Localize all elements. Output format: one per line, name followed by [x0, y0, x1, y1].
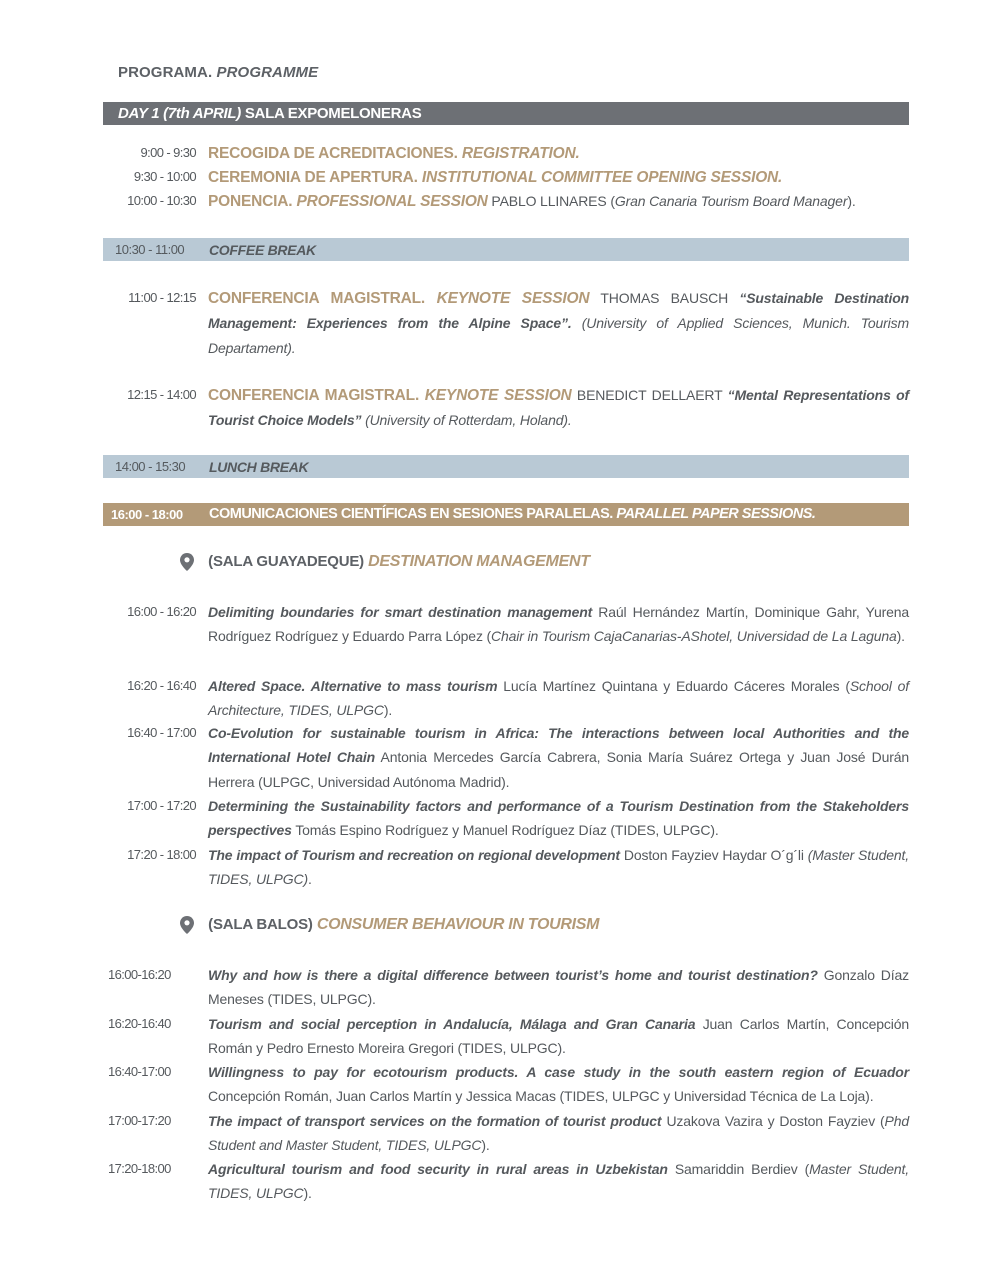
row-time: 17:20-18:00	[108, 1161, 171, 1176]
speaker-affiliation: (University of Rotterdam, Holand).	[365, 412, 572, 429]
row-time: 17:20 - 18:00	[127, 847, 196, 862]
session-type: CEREMONIA DE APERTURA. INSTITUTIONAL COMMITTEE OPENING SESSION.	[208, 169, 783, 186]
row-time: 12:15 - 14:00	[127, 387, 196, 402]
row-time: 16:40 - 17:00	[127, 725, 196, 740]
talk-title: Willingness to pay for ecotourism products. A case study in the south eastern region of Ecuador	[208, 1064, 909, 1080]
talk-title: Determining the Sustainability factors and performance of a Tourism Destination from the Stakeholders perspectives	[208, 798, 909, 839]
parallel-time: 16:00 - 18:00	[111, 507, 183, 522]
location-pin-icon	[180, 553, 194, 571]
room-label: (SALA GUAYADEQUE)	[208, 553, 364, 570]
speaker-name: BENEDICT DELLAERT	[576, 387, 723, 403]
session-header-balos	[180, 916, 599, 934]
session-type: CONFERENCIA MAGISTRAL. KEYNOTE SESSION	[208, 290, 590, 307]
lunch-break-bar	[103, 455, 909, 478]
talk-title: Why and how is there a digital difference between tourist’s home and tourist destination?	[208, 967, 818, 983]
session-header-guayadeque	[180, 553, 590, 571]
talk-authors: Lucía Martínez Quintana y Eduardo Cáceres Morales (	[503, 678, 850, 694]
talk-title: Tourism and social perception in Andalucía, Málaga and Gran Canaria	[208, 1016, 696, 1032]
talk-authors: Concepción Román, Juan Carlos Martín y Jessica Macas (TIDES, ULPGC y Universidad Técnica de La Loja).	[208, 1088, 874, 1105]
talk-title: The impact of transport services on the formation of tourist product	[208, 1113, 662, 1129]
coffee-break-bar	[103, 238, 909, 261]
speaker-name: PABLO LLINARES	[491, 193, 607, 209]
talk-title: “Sustainable Destination Management: Experiences from the Alpine Space”.	[208, 290, 909, 332]
talk-authors: Tomás Espino Rodríguez y Manuel Rodríguez Díaz (TIDES, ULPGC).	[295, 822, 719, 839]
row-time: 16:00-16:20	[108, 967, 171, 982]
talk-title: Co-Evolution for sustainable tourism in Africa: The interactions between local Authorities and the International Hotel Chain	[208, 725, 909, 766]
break-time: 14:00 - 15:30	[115, 459, 186, 474]
break-label: LUNCH BREAK	[209, 459, 309, 475]
talk-affiliation: Master Student, TIDES, ULPGC	[208, 1161, 909, 1202]
row-time: 16:00 - 16:20	[127, 604, 196, 619]
row-time: 16:20 - 16:40	[127, 678, 196, 693]
talk-title: The impact of Tourism and recreation on regional development	[208, 847, 620, 863]
parallel-label: COMUNICACIONES CIENTÍFICAS EN SESIONES PARALELAS.	[209, 506, 613, 522]
heading-main: PROGRAMA.	[118, 64, 213, 81]
talk-authors: Juan Carlos Martín, Concepción Román y Pedro Ernesto Moreira Gregori (TIDES, ULPGC).	[208, 1016, 909, 1057]
session-type: CONFERENCIA MAGISTRAL. KEYNOTE SESSION	[208, 387, 572, 404]
row-time: 16:20-16:40	[108, 1016, 171, 1031]
talk-title: Delimiting boundaries for smart destination management	[208, 604, 593, 620]
talk-authors: Doston Fayziev Haydar O´g´li	[623, 847, 808, 863]
day-label: DAY 1 (7th APRIL)	[118, 105, 241, 122]
talk-affiliation: (Master Student, TIDES, ULPGC)	[208, 847, 909, 888]
location-pin-icon	[180, 916, 194, 934]
room-label: (SALA BALOS)	[208, 916, 313, 933]
talk-title: “Mental Representations of Tourist Choice Models”	[208, 387, 909, 429]
row-time: 16:40-17:00	[108, 1064, 171, 1079]
row-time: 17:00-17:20	[108, 1113, 171, 1128]
speaker-affiliation: (University of Applied Sciences, Munich. Tourism Departament).	[208, 315, 909, 356]
row-time: 11:00 - 12:15	[128, 290, 196, 305]
talk-authors: Raúl Hernández Martín, Dominique Gahr, Yurena Rodríguez Rodríguez y Eduardo Parra López (	[208, 604, 909, 645]
room-label: SALA EXPOMELONERAS	[244, 105, 422, 122]
talk-title: Altered Space. Alternative to mass tourism	[208, 678, 498, 694]
page-title	[118, 64, 318, 81]
row-time: 9:30 - 10:00	[133, 169, 196, 184]
row-time: 9:00 - 9:30	[140, 145, 196, 160]
talk-authors: Uzakova Vazira y Doston Fayziev (	[666, 1113, 885, 1129]
talk-affiliation: Phd Student and Master Student, TIDES, ULPGC	[208, 1113, 910, 1154]
session-topic: CONSUMER BEHAVIOUR IN TOURISM	[316, 916, 600, 933]
parallel-label-en: PARALLEL PAPER SESSIONS.	[616, 506, 816, 522]
talk-title: Agricultural tourism and food security in rural areas in Uzbekistan	[208, 1161, 668, 1177]
day-bar	[103, 102, 909, 125]
talk-affiliation: School of Architecture, TIDES, ULPGC	[208, 678, 909, 719]
speaker-affiliation: (Gran Canaria Tourism Board Manager).	[610, 193, 856, 209]
row-time: 10:00 - 10:30	[127, 193, 196, 208]
session-type: RECOGIDA DE ACREDITACIONES. REGISTRATION.	[208, 145, 580, 162]
talk-authors: Samariddin Berdiev (	[674, 1161, 810, 1177]
parallel-sessions-bar	[103, 503, 909, 526]
session-type: PONENCIA. PROFESSIONAL SESSION	[208, 193, 488, 210]
row-time: 17:00 - 17:20	[127, 798, 196, 813]
talk-authors: Antonia Mercedes García Cabrera, Sonia María Suárez Ortega y Juan José Durán Herrera (ULPGC, Universidad Autónoma Madrid).	[208, 749, 909, 790]
talk-authors: Gonzalo Díaz Meneses (TIDES, ULPGC).	[208, 967, 909, 1008]
session-topic: DESTINATION MANAGEMENT	[368, 553, 590, 570]
speaker-name: THOMAS BAUSCH	[600, 290, 729, 306]
heading-alt: PROGRAMME	[216, 64, 319, 81]
talk-affiliation: Chair in Tourism CajaCanarias-AShotel, Universidad de La Laguna	[491, 628, 897, 645]
break-label: COFFEE BREAK	[209, 242, 316, 258]
break-time: 10:30 - 11:00	[115, 242, 185, 257]
